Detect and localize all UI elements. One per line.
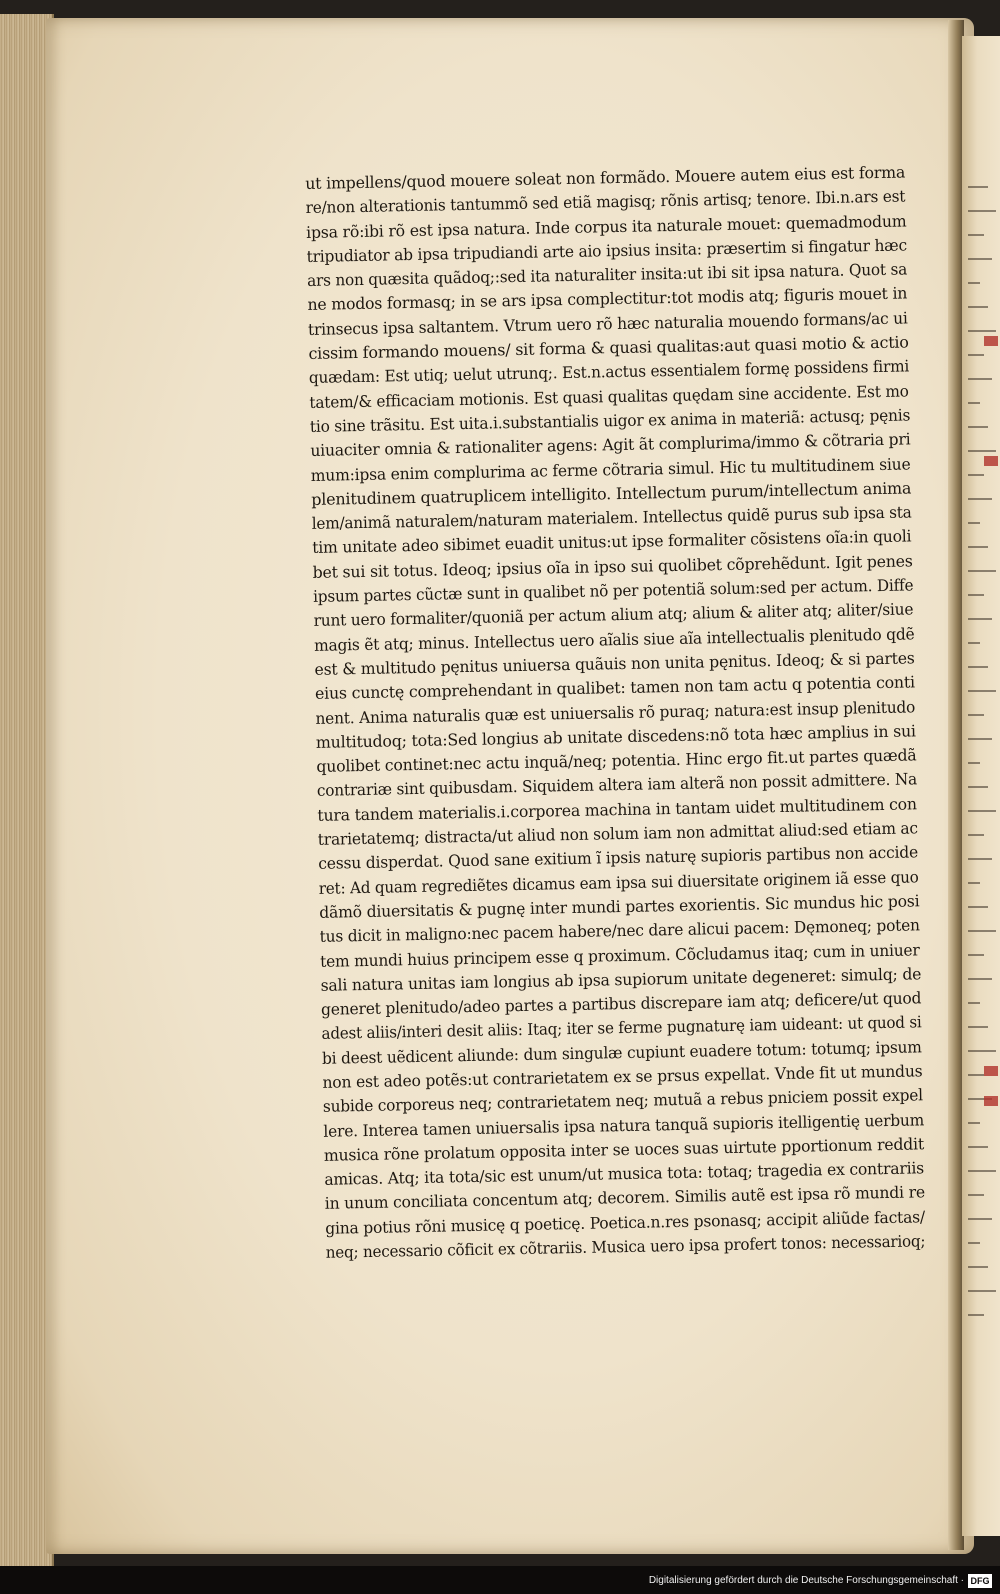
- text-line: non est adeo potẽs:ut contrarietatem ex se prsus expellat. Vnde fit ut mundus: [322, 1061, 923, 1092]
- facing-page-text-mark: [968, 738, 992, 740]
- text-line: contrariæ sint quibusdam. Siquidem altera iam alterã non possit admittere. Na: [316, 769, 918, 801]
- text-line: ret: Ad quam regrediẽtes dicamus eam ipsa sui diuersitate originem iã esse quo: [318, 866, 919, 898]
- text-line: generet plenitudo/adeo partes a partibus discrepare iam atq; deficere/ut quod: [320, 988, 922, 1019]
- text-line: tripudiator ab ipsa tripudiandi arte aio ipsius insita: præsertim si fingatur hæc: [306, 235, 908, 266]
- facing-page-text-mark: [968, 954, 984, 956]
- facing-page-text-mark: [968, 546, 988, 548]
- facing-page-text-mark: [968, 690, 996, 692]
- text-line: tem mundi huius principem esse q proximum. Cõcludamus itaq; cum in uniuer: [319, 939, 920, 971]
- text-line: quolibet continet:nec actu inquã/neq; potentia. Hinc ergo fit.ut partes quædã: [316, 745, 917, 777]
- dfg-logo: DFG: [968, 1574, 992, 1588]
- text-line: musica rõne prolatum opposita inter se uoces suas uirtute pportionum reddit: [323, 1134, 925, 1165]
- facing-page-text-mark: [968, 858, 992, 860]
- facing-page-text-mark: [968, 810, 996, 812]
- facing-page-text-mark: [968, 450, 996, 452]
- facing-page-text-mark: [968, 1194, 984, 1196]
- text-line: plenitudinem quatruplicem intelligito. Intellectum purum/intellectum anima: [311, 478, 912, 509]
- facing-page-text-mark: [968, 1026, 988, 1028]
- text-line: cessu disperdat. Quod sane exitium ĩ ipsis naturę supioris partibus non accide: [318, 842, 919, 874]
- text-line: magis ẽt atq; minus. Intellectus uero aĩalis siue aĩa intellectualis plenitudo qdẽ: [313, 624, 915, 655]
- text-line: ipsum partes cũctæ sunt in qualibet nõ per potentiã solum:sed per actum. Diffe: [312, 575, 914, 606]
- text-line: subide corporeus neq; contrarietatem neq; mutuã a rebus pniciem possit expel: [322, 1085, 924, 1117]
- facing-page-rubric: [984, 1066, 998, 1076]
- text-line: ut impellens/quod mouere soleat non formãdo. Mouere autem eius est forma: [305, 162, 906, 193]
- text-line: in unum conciliata concentum atq; decorem. Similis autẽ est ipsa rõ mundi re: [324, 1182, 926, 1214]
- text-block: [305, 160, 926, 1265]
- text-line: trinsecus ipsa saltantem. Vtrum uero rõ hæc naturalia mouendo formans/ac ui: [307, 308, 908, 339]
- facing-page-text-mark: [968, 1314, 984, 1316]
- text-line: ars non quæsita quãdoq;:sed ita naturaliter insita:ut ibi sit ipsa natura. Quot sa: [306, 259, 908, 291]
- facing-page-text-mark: [968, 498, 992, 500]
- facing-page-text-mark: [968, 330, 996, 332]
- facing-page-text-mark: [968, 1002, 980, 1004]
- facing-page-text-mark: [968, 1266, 988, 1268]
- facing-page-text-mark: [968, 186, 988, 188]
- facing-page-text-mark: [968, 714, 984, 716]
- text-line: uiuaciter omnia & rationaliter agens: Agit ãt complurima/immo & cõtraria pri: [310, 429, 911, 461]
- text-line: runt uero formaliter/quoniã per actum alium atq; alium & aliter atq; aliter/siue: [313, 599, 914, 631]
- facing-page-text-mark: [968, 1218, 992, 1220]
- facing-page-text-mark: [968, 1074, 984, 1076]
- facing-page-text-mark: [968, 1122, 980, 1124]
- text-line: gina potius rõni musicę q poeticę. Poetica.n.res psonasq; accipit aliũde factas/: [325, 1207, 926, 1238]
- text-line: bi deest uẽdicent aliunde: dum singulæ cupiunt euadere totum: totumq; ipsum: [321, 1037, 922, 1068]
- facing-page-text-mark: [968, 282, 980, 284]
- facing-page-text-mark: [968, 762, 980, 764]
- text-line: quædam: Est utiq; uelut utrunq;. Est.n.actus essentialem formę possidens firmi: [308, 356, 910, 388]
- text-line: amicas. Atq; ita tota/sic est unum/ut musica tota: totaq; tragedia ex contrariis: [324, 1158, 925, 1189]
- facing-page-text-mark: [968, 234, 984, 236]
- text-line: tim unitate adeo sibimet euadit unitus:ut ipse formaliter cõsistens oĩa:in quoli: [312, 526, 912, 558]
- text-line: est & multitudo pęnitus uniuersa quãuis non unita pęnitus. Ideoq; & si partes: [314, 648, 915, 679]
- text-line: eius cunctę comprehendant in qualibet: tamen non tam actu q potentia conti: [314, 672, 916, 704]
- text-line: neq; necessario cõficit ex cõtrariis. Musica uero ipsa profert tonos: necessarioq;: [325, 1231, 926, 1262]
- text-line: tio sine trãsitu. Est uita.i.substantialis uigor ex anima in materiã: actusq; pęnis: [309, 405, 911, 436]
- facing-page-rubric: [984, 456, 998, 466]
- facing-page-text-mark: [968, 1050, 996, 1052]
- text-line: tura tandem materialis.i.corporea machina in tantam uidet multitudinem con: [317, 794, 917, 825]
- facing-page-text-mark: [968, 378, 992, 380]
- facing-page-text-mark: [968, 1242, 980, 1244]
- facing-page-text-mark: [968, 594, 984, 596]
- text-line: tus dicit in maligno:nec pacem habere/nec dare alicui pacem: Dęmoneq; poten: [319, 915, 920, 947]
- facing-page-text-mark: [968, 210, 996, 212]
- facing-page-text-mark: [968, 306, 988, 308]
- text-line: trarietatemq; distracta/ut aliud non solum iam non admittat aliud:sed etiam ac: [317, 818, 919, 849]
- facing-page-text-mark: [968, 522, 980, 524]
- text-line: cissim formando mouens/ sit forma & quasi qualitas:aut quasi motio & actio: [308, 332, 909, 364]
- facing-page-text-mark: [968, 402, 980, 404]
- text-line: lere. Interea tamen uniuersalis ipsa natura tanquã supioris itelligentię uerbum: [323, 1109, 925, 1141]
- facing-page-text-mark: [968, 834, 984, 836]
- facing-page-rubric: [984, 336, 998, 346]
- text-line: nent. Anima naturalis quæ est uniuersalis rõ puraq; natura:est insup plenitudo: [315, 696, 916, 728]
- facing-page-text-mark: [968, 930, 996, 932]
- facing-page-text-mark: [968, 666, 988, 668]
- facing-page-text-mark: [968, 786, 988, 788]
- text-line: re/non alterationis tantummõ sed etiã magisq; rõnis artisq; tenore. Ibi.n.ars est: [305, 186, 906, 218]
- footer-credit: Digitalisierung gefördert durch die Deutsche Forschungsgemeinschaft ·: [648, 1575, 964, 1586]
- facing-page-text-mark: [968, 426, 988, 428]
- facing-page-text-mark: [968, 906, 988, 908]
- text-line: bet sui sit totus. Ideoq; ipsius oĩa in ipso sui quolibet cõprehẽdunt. Igit penes: [312, 551, 913, 582]
- facing-page-text-mark: [968, 1170, 996, 1172]
- text-line: ne modos formasq; in se ars ipsa complectitur:tot modis atq; figuris mouet in: [307, 283, 908, 315]
- facing-page-rubric: [984, 1096, 998, 1106]
- facing-page-text-mark: [968, 642, 980, 644]
- facing-page-text-mark: [968, 474, 984, 476]
- text-line: sali natura unitas iam longius ab ipsa supiorum unitate degeneret: simulq; de: [320, 964, 922, 995]
- text-line: tatem/& efficaciam motionis. Est quasi qualitas quędam sine accidente. Est mo: [309, 381, 909, 412]
- facing-page-edge: [962, 36, 1000, 1536]
- facing-page-text-mark: [968, 978, 992, 980]
- facing-page-text-mark: [968, 1146, 988, 1148]
- facing-page-text-mark: [968, 354, 984, 356]
- facing-page-text-mark: [968, 882, 980, 884]
- text-line: lem/animã naturalem/naturam materialem. Intellectus quidẽ purus sub ipsa sta: [311, 502, 912, 534]
- text-line: dãmõ diuersitatis & pugnę inter mundi partes exorientis. Sic mundus hic posi: [319, 891, 920, 922]
- facing-page-text-mark: [968, 258, 992, 260]
- text-line: mum:ipsa enim complurima ac ferme cõtraria simul. Hic tu multitudinem siue: [310, 453, 911, 485]
- text-line: multitudoq; tota:Sed longius ab unitate discedens:nõ tota hæc amplius in sui: [315, 721, 916, 752]
- facing-page-text-mark: [968, 1290, 996, 1292]
- facing-page-text-mark: [968, 618, 992, 620]
- text-line: ipsa rõ:ibi rõ est ipsa natura. Inde corpus ita naturale mouet: quemadmodum: [305, 211, 907, 242]
- facing-page-text-mark: [968, 570, 996, 572]
- text-line: adest aliis/interi desit aliis: Itaq; iter se ferme pugnaturę iam uideant: ut quod si: [321, 1012, 922, 1044]
